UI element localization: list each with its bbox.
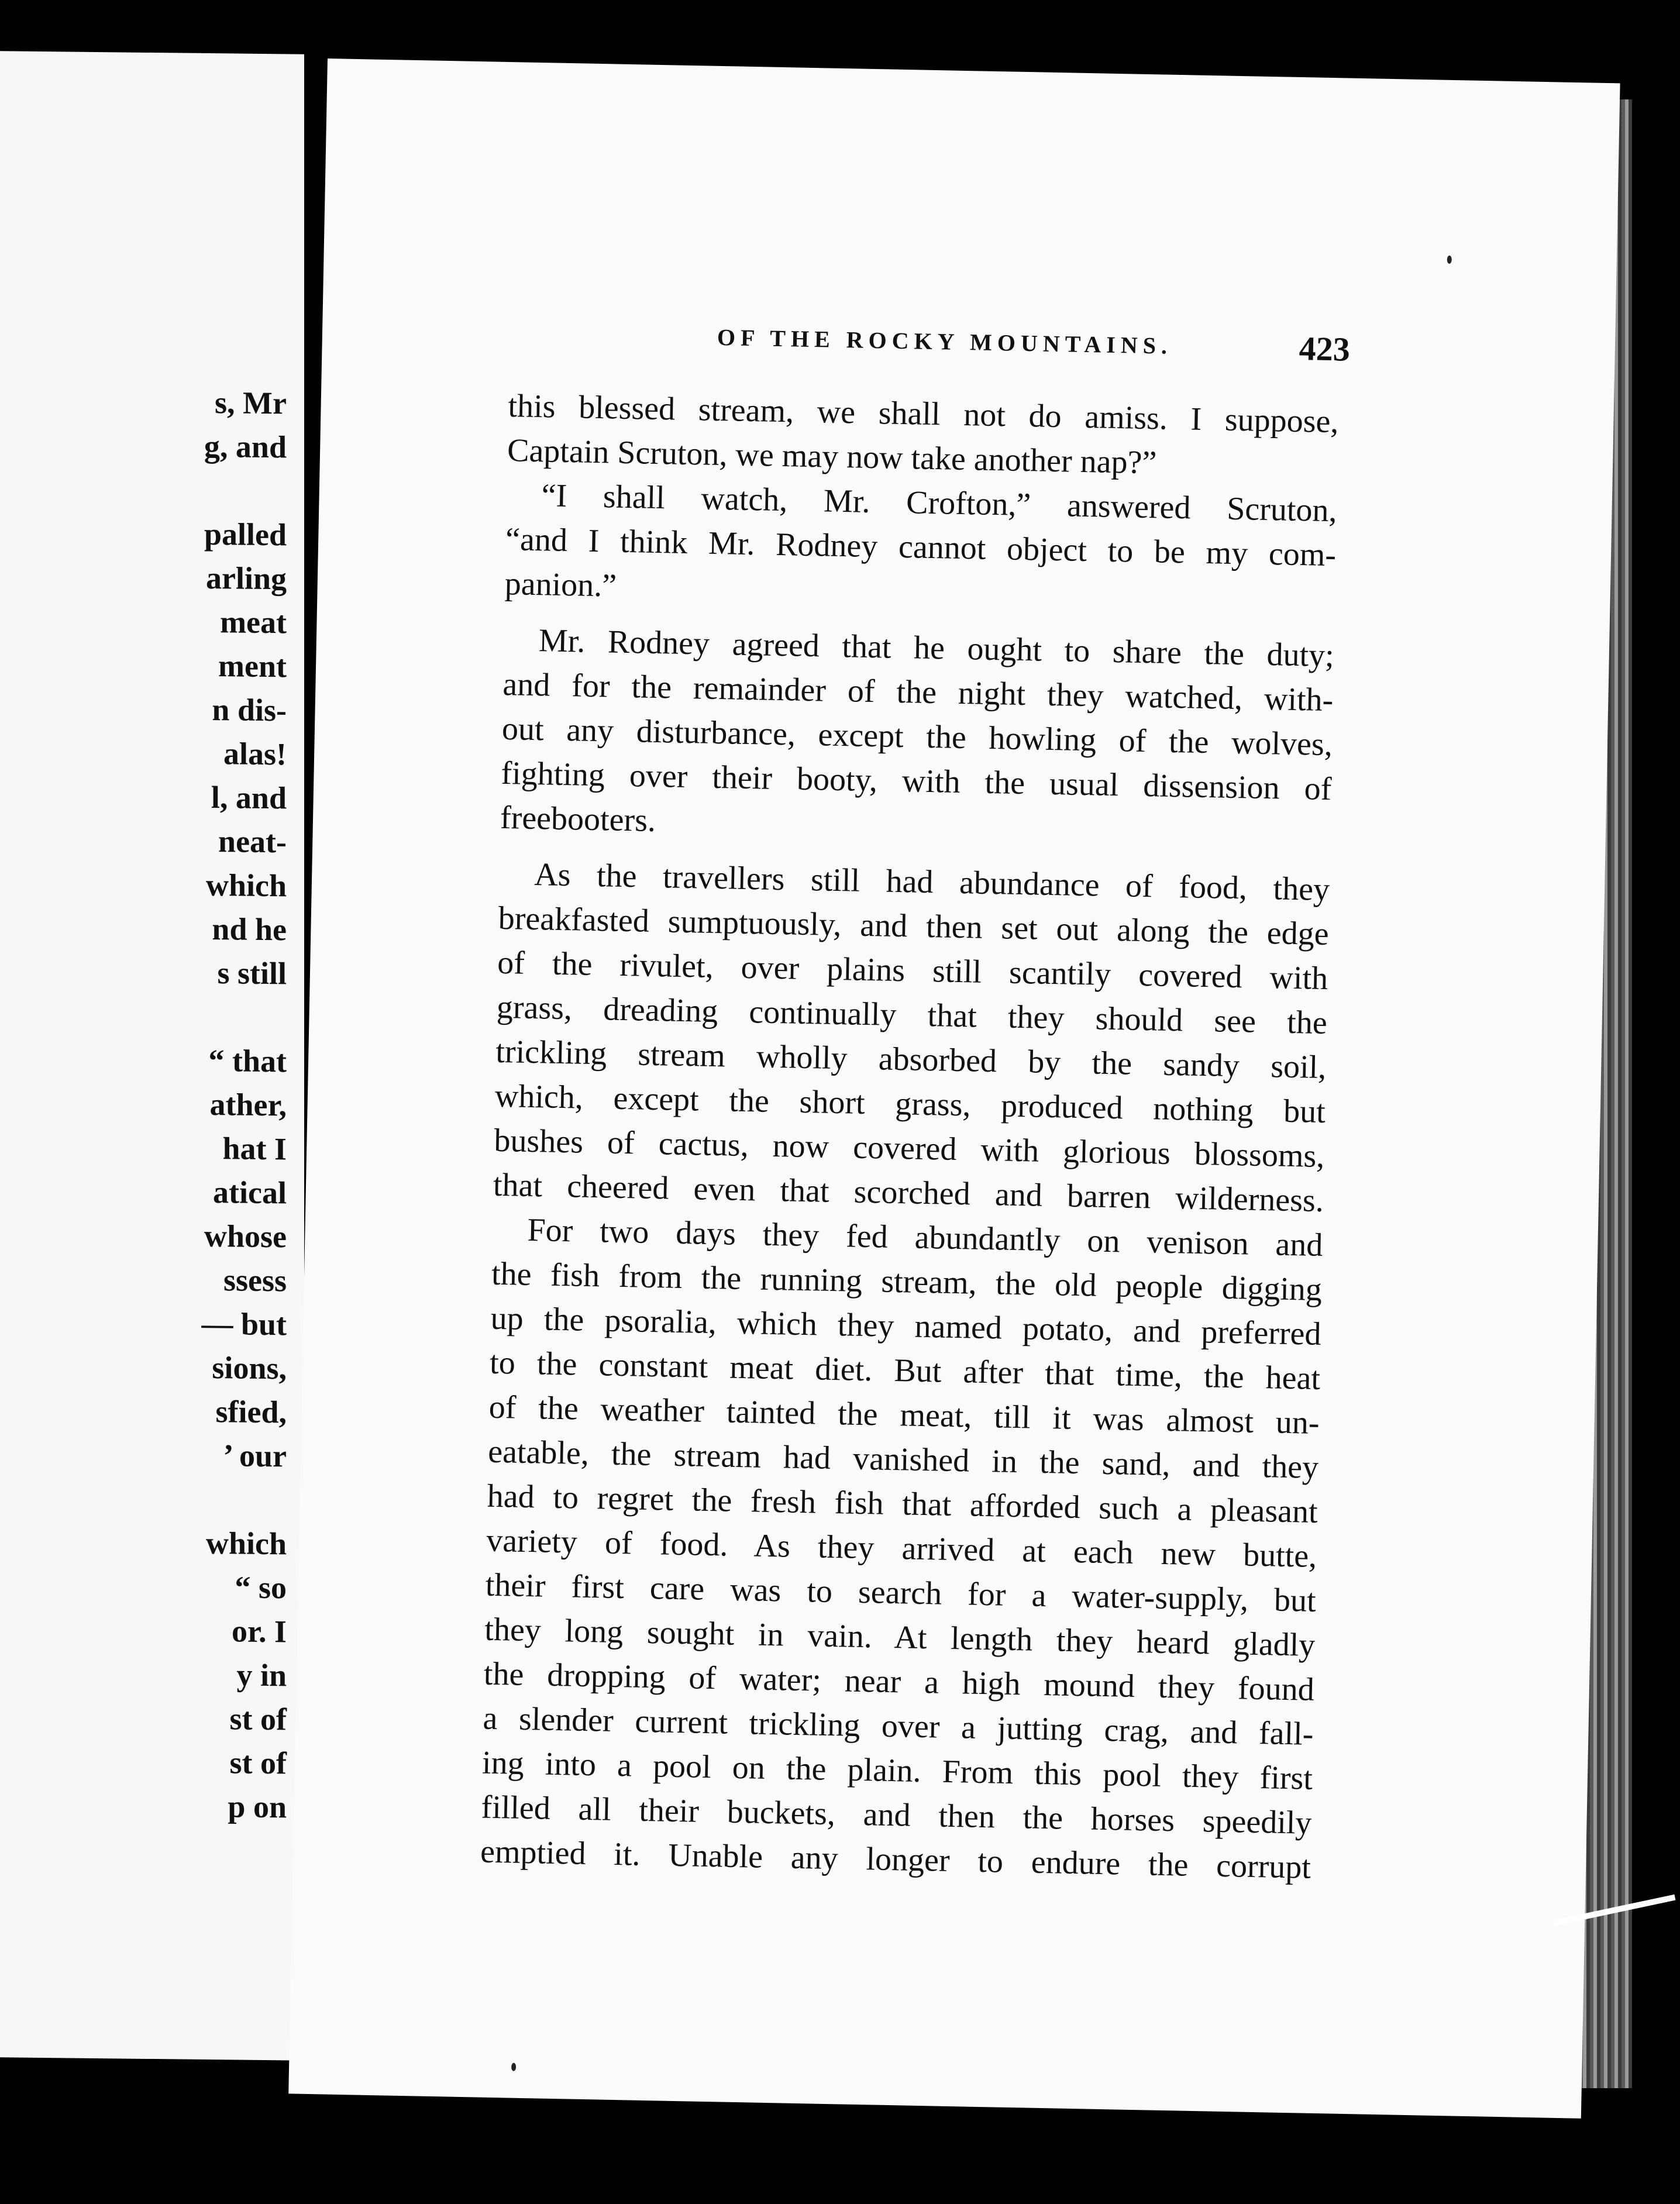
text-line: the fish from the running stream, the old people digging	[491, 1255, 1323, 1308]
left-page-line: n dis-	[212, 692, 287, 728]
left-page-line: “ so	[235, 1569, 287, 1606]
left-page-line: st of	[229, 1745, 287, 1781]
text-line: and for the remainder of the night they watched, with-	[502, 666, 1334, 719]
text-line: that cheered even that scorched and barren wilderness.	[493, 1166, 1324, 1220]
left-page-line: s, Mr	[215, 385, 287, 421]
text-line: ing into a pool on the plain. From this pool they first	[481, 1744, 1313, 1797]
left-page-line: st of	[229, 1701, 287, 1737]
text-line: bushes of cactus, now covered with glorious blossoms,	[493, 1122, 1325, 1175]
text-line: filled all their buckets, and then the horses speedily	[481, 1789, 1312, 1841]
left-page-line: ’ our	[223, 1438, 287, 1474]
left-page-line: sfied,	[215, 1394, 287, 1430]
left-page-line: which	[205, 867, 287, 904]
text-line: the dropping of water; near a high mound they found	[483, 1655, 1315, 1708]
speck-mark	[511, 2063, 516, 2071]
speck-mark	[1447, 256, 1452, 264]
text-line: grass, dreading continually that they should see the	[496, 989, 1328, 1042]
right-page	[288, 58, 1620, 2119]
left-page-line: ment	[218, 648, 287, 684]
left-page-line: l, and	[211, 780, 287, 816]
left-page-line: ssess	[223, 1262, 287, 1299]
left-page-line: p on	[228, 1789, 287, 1825]
text-line: “I shall watch, Mr. Crofton,” answered Scruton,	[541, 477, 1338, 529]
text-line: which, except the short grass, produced nothing but	[494, 1077, 1326, 1131]
text-line: they long sought in vain. At length they heard gladly	[484, 1611, 1316, 1664]
left-page-line: ather,	[209, 1087, 287, 1123]
text-line: fighting over their booty, with the usual dissension of	[501, 755, 1332, 808]
text-line: to the constant meat diet. But after that time, the heat	[489, 1344, 1321, 1397]
page-number: 423	[1299, 329, 1351, 369]
text-line: a slender current trickling over a jutting crag, and fall-	[482, 1700, 1314, 1752]
text-line: freebooters.	[500, 799, 656, 839]
text-line: this blessed stream, we shall not do amiss. I suppose,	[508, 388, 1339, 440]
left-page-line: which	[205, 1525, 287, 1562]
left-page-line: alas!	[223, 736, 287, 772]
left-page-line: g, and	[204, 428, 287, 465]
text-line: had to regret the fresh fish that afforded such a pleasant	[487, 1478, 1318, 1530]
body-text	[480, 384, 1339, 1890]
left-page-line: sions,	[212, 1350, 287, 1386]
text-line: out any disturbance, except the howling of the wolves,	[501, 710, 1333, 763]
left-page-line: hat I	[222, 1131, 287, 1167]
text-line: up the psoralia, which they named potato, and preferred	[490, 1300, 1322, 1353]
text-line: their first care was to search for a water-supply, but	[485, 1566, 1317, 1619]
left-page-line: arling	[205, 560, 287, 597]
text-line: Captain Scruton, we may now take another nap?”	[507, 432, 1157, 481]
left-page-line: meat	[220, 604, 287, 640]
text-line: Mr. Rodney agreed that he ought to share the duty;	[538, 622, 1335, 674]
running-head: OF THE ROCKY MOUNTAINS.	[717, 323, 1173, 359]
left-page-line: “ that	[208, 1043, 287, 1079]
left-page-line: — but	[201, 1306, 287, 1342]
left-page-line: palled	[204, 516, 287, 553]
text-line: As the travellers still had abundance of food, they	[533, 856, 1330, 908]
left-page-line: or. I	[231, 1613, 287, 1649]
text-line: emptied it. Unable any longer to endure the corrupt	[480, 1833, 1311, 1886]
left-page-line: atical	[213, 1175, 287, 1211]
left-page-line: y in	[236, 1657, 287, 1693]
text-line: For two days they fed abundantly on venison and	[527, 1211, 1323, 1264]
text-line: variety of food. As they arrived at each new butte,	[486, 1522, 1317, 1575]
left-page-fragment	[0, 51, 304, 2060]
text-line: panion.”	[504, 565, 617, 604]
left-page-line: neat-	[218, 824, 287, 860]
left-page-line: nd he	[212, 911, 287, 948]
text-line: eatable, the stream had vanished in the sand, and they	[487, 1433, 1319, 1486]
text-line: “and I think Mr. Rodney cannot object to be my com-	[505, 521, 1337, 574]
text-line: breakfasted sumptuously, and then set out along the edge	[498, 900, 1330, 953]
text-line: of the rivulet, over plains still scantily covered with	[497, 944, 1328, 997]
left-page-line: s still	[217, 955, 287, 991]
text-line: trickling stream wholly absorbed by the sandy soil,	[495, 1033, 1327, 1086]
left-page-line: whose	[204, 1218, 287, 1255]
text-line: of the weather tainted the meat, till it was almost un-	[488, 1389, 1320, 1441]
